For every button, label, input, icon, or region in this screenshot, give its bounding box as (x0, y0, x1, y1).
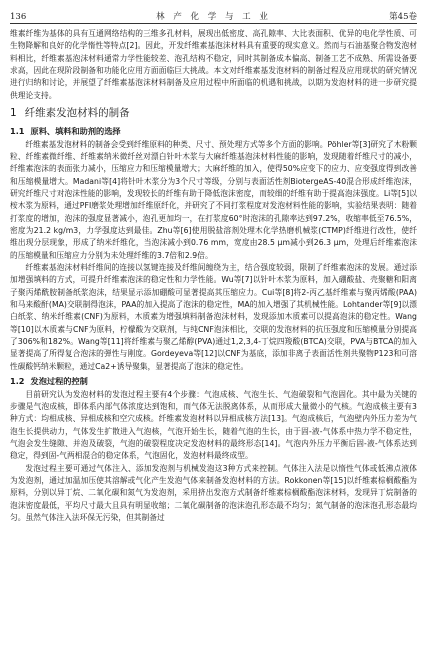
subsection-1-2-number: 1.2 (10, 376, 25, 387)
journal-title: 林 产 化 学 与 工 业 (156, 12, 271, 22)
page-number: 136 (10, 12, 27, 22)
subsection-1-2-paragraph-2: 发泡过程主要可通过气体注入、添加发泡剂与机械发泡这3种方式来控制。气体注入法是以惰性气体或低沸点液体为发泡剂，通过加温加压使其溶解或气化产生发泡气体来制备发泡材料的方法。Rokkonen等[15]以纤维素棕榈酸酯为原料，分别以异丁烷、二氧化碳和氮气为发泡剂，采用挤出发泡方式制备纤维素棕榈酸酯泡沫材料，发现异丁烷制备的泡沫密度最低，平均尺寸最大且具有明显收缩；二氧化碳制备的泡沫泡孔形态最不均匀；氮气制备的泡沫泡孔形态最均匀。虽然气体注入法环保无污染，但其制备过 (10, 463, 417, 523)
intro-paragraph: 维素纤维为基体的具有互通网络结构的三维多孔材料，展现出低密度、高孔隙率、大比表面积、优异的电化学性质、可生物降解和良好的化学惰性等特点[2]。因此，开发纤维素基泡沫材料具有重要的现实意义。然而与石油基聚合物发泡材料相比，纤维素基泡沫材料通常力学性能较差、泡孔结构不稳定，同时其制备成本偏高、制备工艺不成熟、所需设备要求高，因此在现阶段制备和功能化应用方面面临巨大挑战。本文对纤维素基发泡材料的制备过程及应用现状的研究情况进行归纳和讨论，并展望了纤维素基泡沫材料制备及应用过程中所面临的机遇和挑战，以期为发泡材料的进一步研究提供理论支持。 (10, 29, 417, 100)
subsection-1-1-number: 1.1 (10, 126, 25, 137)
section-1-number: 1 (10, 107, 17, 120)
subsection-1-2-title: 发泡过程的控制 (30, 376, 88, 387)
section-1-title: 纤维素发泡材料的制备 (24, 107, 130, 120)
section-1-heading (10, 106, 417, 120)
header-rule (10, 23, 417, 24)
running-header (10, 8, 417, 22)
subsection-1-1-paragraph-1: 纤维素基发泡材料的制备会受到纤维原料的种类、尺寸、预处理方式等多个方面的影响。Pöhler等[3]研究了木粉颗粒、纤维素微纤维、纤维素纳米微纤丝对漂白针叶木浆与大麻纤维基泡沫材料性能的影响，发现随着纤维尺寸的减小，纤维素泡沫的表面张力减小，压缩应力和压缩模量增大；大麻纤维的加入，使得50%应变下的应力、应变强度得到改善和压缩模量增大。Madani等[4]将针叶木浆分为3个尺寸等级，分别与表面活性剂BiotergeAS-40混合形成纤维泡沫，研究纤维尺寸对泡沫性能的影响，发现较长的纤维有助于降低泡沫密度，而较细的纤维有助于提高泡沫强度。Li等[5]以桉木浆为原料，通过PFI磨浆处理增加纤维原纤化，并研究了不同打浆程度对发泡材料性能的影响，实验结果表明：随着打浆度的增加，泡沫的强度显著减小，泡孔更加均一，在打浆度60°时泡沫的孔隙率达到97.2%，收缩率低至76.5%，密度为21.2 kg/m3，力学强度达到最佳。Zhu等[6]使用脱盐溶剂处理木化学热磨机械浆(CTMP)纤维进行改性，使纤维出现分层现象，形成了纳米纤维化，当泡沫减小到0.76 mm，宽度由28.5 μm减小到26.3 μm，处理后纤维素泡沫的压缩模量和压缩应力分别为未处理纤维的3.7倍和2.9倍。 (10, 139, 417, 260)
subsection-1-1-title: 原料、填料和助剂的选择 (30, 126, 121, 137)
subsection-1-1-paragraph-2: 纤维素基泡沫材料纤维间的连接以氢键连接及纤维间缠绕为主，结合强度较弱，限制了纤维素泡沫的发展。通过添加增强填料的方式，可提升纤维素泡沫的稳定性和力学性能。Wu等[7]以针叶木浆为原料，加入硼酸盐、壳聚糖和阳离子聚丙烯酰胺制备纸浆泡沫，结果显示添加硼酸可显著提高其压缩应力。Cui等[8]将2-丙乙基纤维素与聚丙烯酸(PAA)和马来酸酐(MA)交联制得泡沫，PAA的加入提高了泡沫的稳定性，MA的加入增强了其机械性能。Lohtander等[9]以漂白纸浆、纳米纤维素(CNF)为原料，木质素为增强填料制备泡沫材料，发现添加木质素可以提高泡沫的稳定性。Wang等[10]以木质素与CNF为原料，柠檬酸为交联剂，与纯CNF泡沫相比，交联的发泡材料的抗压强度和压缩模量分别提高了306%和182%。Wang等[11]将纤维素与聚乙烯醇(PVA)通过1,2,3,4-丁烷四羧酸(BTCA)交联，PVA与BTCA的加入显著提高了所得复合泡沫的弹性与刚度。Gordeyeva等[12]以CNF为基底，添加非离子表面活性剂共聚物P123和可溶性碳酸钙纳米颗粒，通过Ca2+诱导聚集，显著提高了泡沫的稳定性。 (10, 263, 417, 371)
volume-label: 第45卷 (389, 12, 417, 22)
subsection-1-2-paragraph-1: 目前研究认为发泡材料的发泡过程主要有4个步骤：气泡成核、气泡生长、气泡破裂和气泡固化。其中最为关键的步骤是气泡成核，即体系内部气体浓度达到饱和，而气体无法脱离体系，从而形成大量微小的气核。气泡成核主要有3种方式：均相成核、异相成核和空穴成核。纤维素发泡材料以异相成核方法[13]。气泡成核后，气泡壁内外压力差为气泡生长提供动力，气体发生扩散进入气泡核，气泡开始生长，随着气泡的生长，由于固-液-气体系中热力学不稳定性，气泡会发生缝隙、并泡及破裂，气泡的破裂程度决定发泡材料的最终形态[14]。气泡内外压力平衡后固-液-气体系达到稳定，得到固-气两相混合的稳定体系，气泡固化，发泡材料最终成型。 (10, 389, 417, 461)
article-body (10, 28, 417, 524)
subsection-1-2-heading (10, 375, 417, 388)
subsection-1-1-heading (10, 125, 417, 138)
